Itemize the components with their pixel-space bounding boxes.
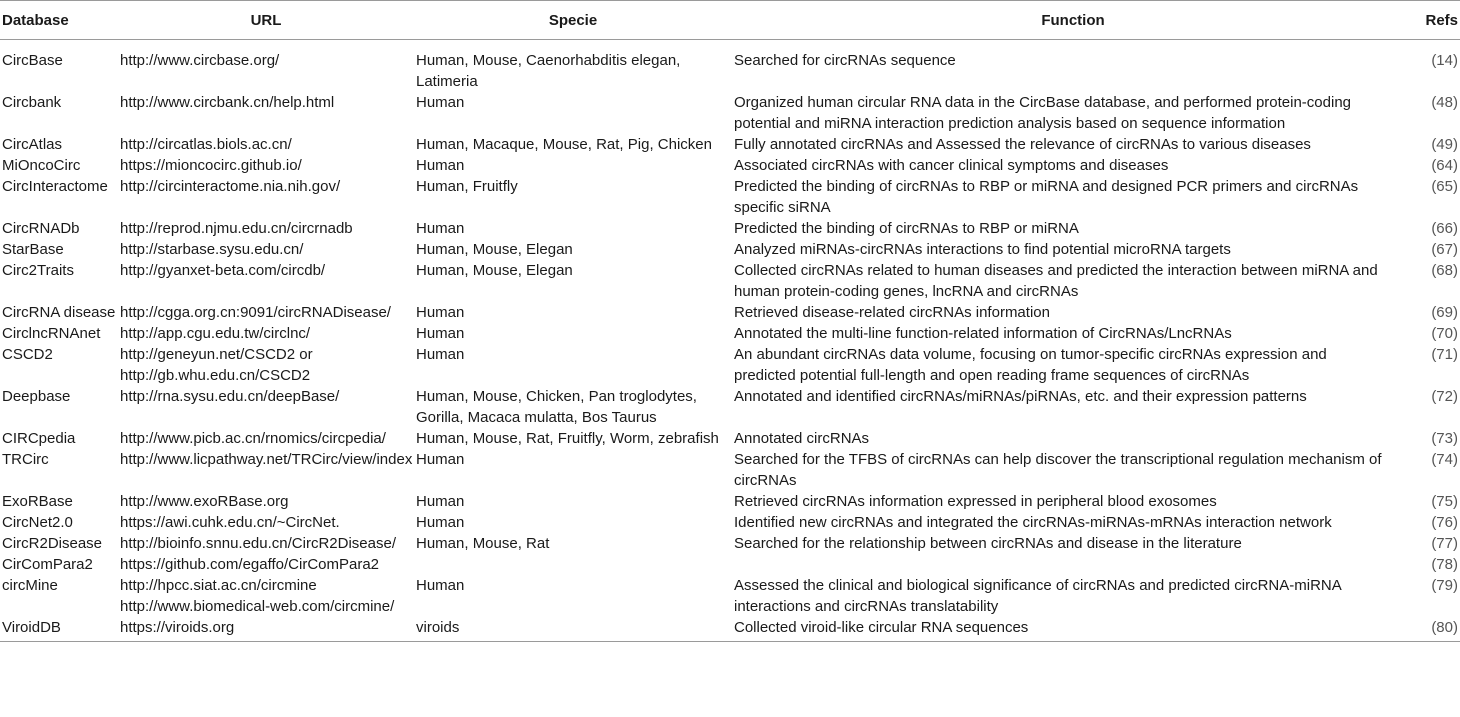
specie-cell: Human	[416, 304, 465, 321]
database-cell: circMine	[2, 577, 58, 594]
url-cell: https://awi.cuhk.edu.cn/~CircNet.	[120, 514, 340, 531]
ref-cell: (14)	[1431, 52, 1458, 69]
table-row	[0, 302, 1460, 323]
table-row	[0, 386, 1460, 428]
specie-cell: Human	[416, 346, 465, 363]
ref-cell: (71)	[1431, 346, 1458, 363]
ref-cell: (64)	[1431, 157, 1458, 174]
function-cell: Organized human circular RNA data in the CircBase database, and performed protein-coding potential and miRNA interaction prediction analysis based on sequence information	[734, 94, 1352, 132]
database-cell: StarBase	[2, 241, 64, 258]
specie-cell: Human	[416, 94, 465, 111]
function-cell: Assessed the clinical and biological significance of circRNAs and predicted circRNA-miRNA interactions and circRNAs translatability	[734, 577, 1341, 615]
function-cell: Searched for circRNAs sequence	[734, 52, 956, 69]
url-cell: http://gyanxet-beta.com/circdb/	[120, 262, 326, 279]
ref-cell: (49)	[1431, 136, 1458, 153]
ref-cell: (48)	[1431, 94, 1458, 111]
specie-cell: Human, Fruitfly	[416, 178, 518, 195]
header-row	[0, 1, 1460, 40]
table-row	[0, 134, 1460, 155]
function-cell: An abundant circRNAs data volume, focusing on tumor-specific circRNAs expression and predicted potential full-length and open reading frame sequences of circRNAs	[734, 346, 1327, 384]
header-function: Function	[732, 1, 1414, 40]
url-cell: http://hpcc.siat.ac.cn/circmine http://www.biomedical-web.com/circmine/	[120, 577, 395, 615]
database-cell: TRCirc	[2, 451, 49, 468]
specie-cell: Human	[416, 451, 465, 468]
specie-cell: Human	[416, 157, 465, 174]
ref-cell: (65)	[1431, 178, 1458, 195]
function-cell: Collected viroid-like circular RNA sequences	[732, 617, 1414, 642]
database-cell: CircR2Disease	[2, 535, 103, 552]
function-cell: Retrieved circRNAs information expressed in peripheral blood exosomes	[734, 493, 1217, 510]
specie-cell: Human, Mouse, Rat	[416, 535, 550, 552]
specie-cell: Human, Mouse, Rat, Fruitfly, Worm, zebrafish	[416, 430, 719, 447]
database-cell: Deepbase	[2, 388, 71, 405]
ref-cell: (77)	[1431, 535, 1458, 552]
database-cell: CirclncRNAnet	[2, 325, 101, 342]
database-cell: CircInteractome	[2, 178, 108, 195]
function-cell: Analyzed miRNAs-circRNAs interactions to find potential microRNA targets	[734, 241, 1231, 258]
table-row	[0, 40, 1460, 93]
database-cell: CIRCpedia	[2, 430, 76, 447]
specie-cell: viroids	[414, 617, 732, 642]
url-cell: http://www.exoRBase.org	[120, 493, 289, 510]
specie-cell: Human	[416, 220, 465, 237]
function-cell: Collected circRNAs related to human diseases and predicted the interaction between miRNA and human protein-coding genes, lncRNA and circRNAs	[734, 262, 1378, 300]
function-cell	[732, 554, 1414, 575]
url-cell: https://github.com/egaffo/CirComPara2	[120, 556, 380, 573]
table-row	[0, 260, 1460, 302]
ref-cell: (73)	[1431, 430, 1458, 447]
url-cell: http://starbase.sysu.edu.cn/	[120, 241, 304, 258]
function-cell: Associated circRNAs with cancer clinical symptoms and diseases	[734, 157, 1169, 174]
table-row	[0, 575, 1460, 617]
ref-cell: (70)	[1431, 325, 1458, 342]
ref-cell: (69)	[1431, 304, 1458, 321]
table-row	[0, 449, 1460, 491]
ref-cell: (79)	[1431, 577, 1458, 594]
table-row	[0, 491, 1460, 512]
table-row	[0, 176, 1460, 218]
database-cell: MiOncoCirc	[2, 157, 81, 174]
function-cell: Searched for the relationship between circRNAs and disease in the literature	[734, 535, 1242, 552]
table-row	[0, 512, 1460, 533]
header-url: URL	[118, 1, 414, 40]
database-cell: CircNet2.0	[2, 514, 73, 531]
url-cell: http://circatlas.biols.ac.cn/	[120, 136, 292, 153]
specie-cell: Human	[416, 325, 465, 342]
header-database: Database	[0, 1, 118, 40]
url-cell: http://bioinfo.snnu.edu.cn/CircR2Disease/	[120, 535, 396, 552]
url-cell: http://www.circbase.org/	[120, 52, 280, 69]
ref-cell: (74)	[1431, 451, 1458, 468]
ref-cell: (66)	[1431, 220, 1458, 237]
database-cell: ExoRBase	[2, 493, 73, 510]
database-cell: ViroidDB	[0, 617, 118, 642]
specie-cell: Human	[416, 493, 465, 510]
database-cell: CSCD2	[2, 346, 53, 363]
table-row	[0, 218, 1460, 239]
url-cell: http://geneyun.net/CSCD2 or http://gb.whu.edu.cn/CSCD2	[120, 346, 313, 384]
ref-cell: (80)	[1414, 617, 1460, 642]
header-refs: Refs	[1414, 1, 1460, 40]
ref-cell: (75)	[1431, 493, 1458, 510]
url-cell: http://rna.sysu.edu.cn/deepBase/	[120, 388, 340, 405]
table-header	[0, 1, 1460, 40]
url-cell: http://cgga.org.cn:9091/circRNADisease/	[120, 304, 391, 321]
database-cell: CirComPara2	[2, 556, 93, 573]
function-cell: Predicted the binding of circRNAs to RBP or miRNA	[734, 220, 1079, 237]
ref-cell: (76)	[1431, 514, 1458, 531]
function-cell: Fully annotated circRNAs and Assessed the relevance of circRNAs to various diseases	[734, 136, 1311, 153]
function-cell: Annotated circRNAs	[734, 430, 870, 447]
table-row	[0, 554, 1460, 575]
database-cell: CircBase	[2, 52, 63, 69]
database-cell: Circ2Traits	[2, 262, 74, 279]
header-specie: Specie	[414, 1, 732, 40]
ref-cell: (68)	[1431, 262, 1458, 279]
ref-cell: (72)	[1431, 388, 1458, 405]
specie-cell: Human, Mouse, Elegan	[416, 262, 573, 279]
url-cell: http://app.cgu.edu.tw/circlnc/	[120, 325, 311, 342]
table-row	[0, 428, 1460, 449]
specie-cell: Human, Mouse, Chicken, Pan troglodytes, Gorilla, Macaca mulatta, Bos Taurus	[416, 388, 697, 426]
specie-cell	[414, 554, 732, 575]
table-row	[0, 155, 1460, 176]
url-cell: http://reprod.njmu.edu.cn/circrnadb	[120, 220, 353, 237]
function-cell: Predicted the binding of circRNAs to RBP or miRNA and designed PCR primers and circRNAs specific siRNA	[734, 178, 1359, 216]
specie-cell: Human, Mouse, Caenorhabditis elegan, Latimeria	[416, 52, 681, 90]
url-cell: http://www.picb.ac.cn/rnomics/circpedia/	[120, 430, 386, 447]
ref-cell: (78)	[1431, 556, 1458, 573]
table-row	[0, 239, 1460, 260]
table-body	[0, 40, 1460, 642]
url-cell: http://www.circbank.cn/help.html	[120, 94, 335, 111]
table-row	[0, 533, 1460, 554]
ref-cell: (67)	[1431, 241, 1458, 258]
function-cell: Searched for the TFBS of circRNAs can help discover the transcriptional regulation mechanism of circRNAs	[734, 451, 1382, 489]
database-cell: CircRNADb	[2, 220, 80, 237]
function-cell: Identified new circRNAs and integrated the circRNAs-miRNAs-mRNAs interaction network	[734, 514, 1332, 531]
database-cell: Circbank	[2, 94, 62, 111]
database-cell: CircAtlas	[2, 136, 63, 153]
url-cell: http://circinteractome.nia.nih.gov/	[120, 178, 341, 195]
url-cell: https://viroids.org	[118, 617, 414, 642]
function-cell: Retrieved disease-related circRNAs information	[734, 304, 1050, 321]
url-cell: https://mioncocirc.github.io/	[120, 157, 302, 174]
specie-cell: Human	[416, 577, 465, 594]
specie-cell: Human, Mouse, Elegan	[416, 241, 573, 258]
table-row	[0, 344, 1460, 386]
specie-cell: Human	[416, 514, 465, 531]
database-cell: CircRNA disease	[2, 304, 116, 321]
specie-cell: Human, Macaque, Mouse, Rat, Pig, Chicken	[416, 136, 712, 153]
function-cell: Annotated and identified circRNAs/miRNAs/piRNAs, etc. and their expression patterns	[734, 388, 1307, 405]
table-row	[0, 92, 1460, 134]
table-row	[0, 617, 1460, 642]
table-row	[0, 323, 1460, 344]
url-cell: http://www.licpathway.net/TRCirc/view/index	[120, 451, 413, 468]
function-cell: Annotated the multi-line function-related information of CircRNAs/LncRNAs	[734, 325, 1232, 342]
